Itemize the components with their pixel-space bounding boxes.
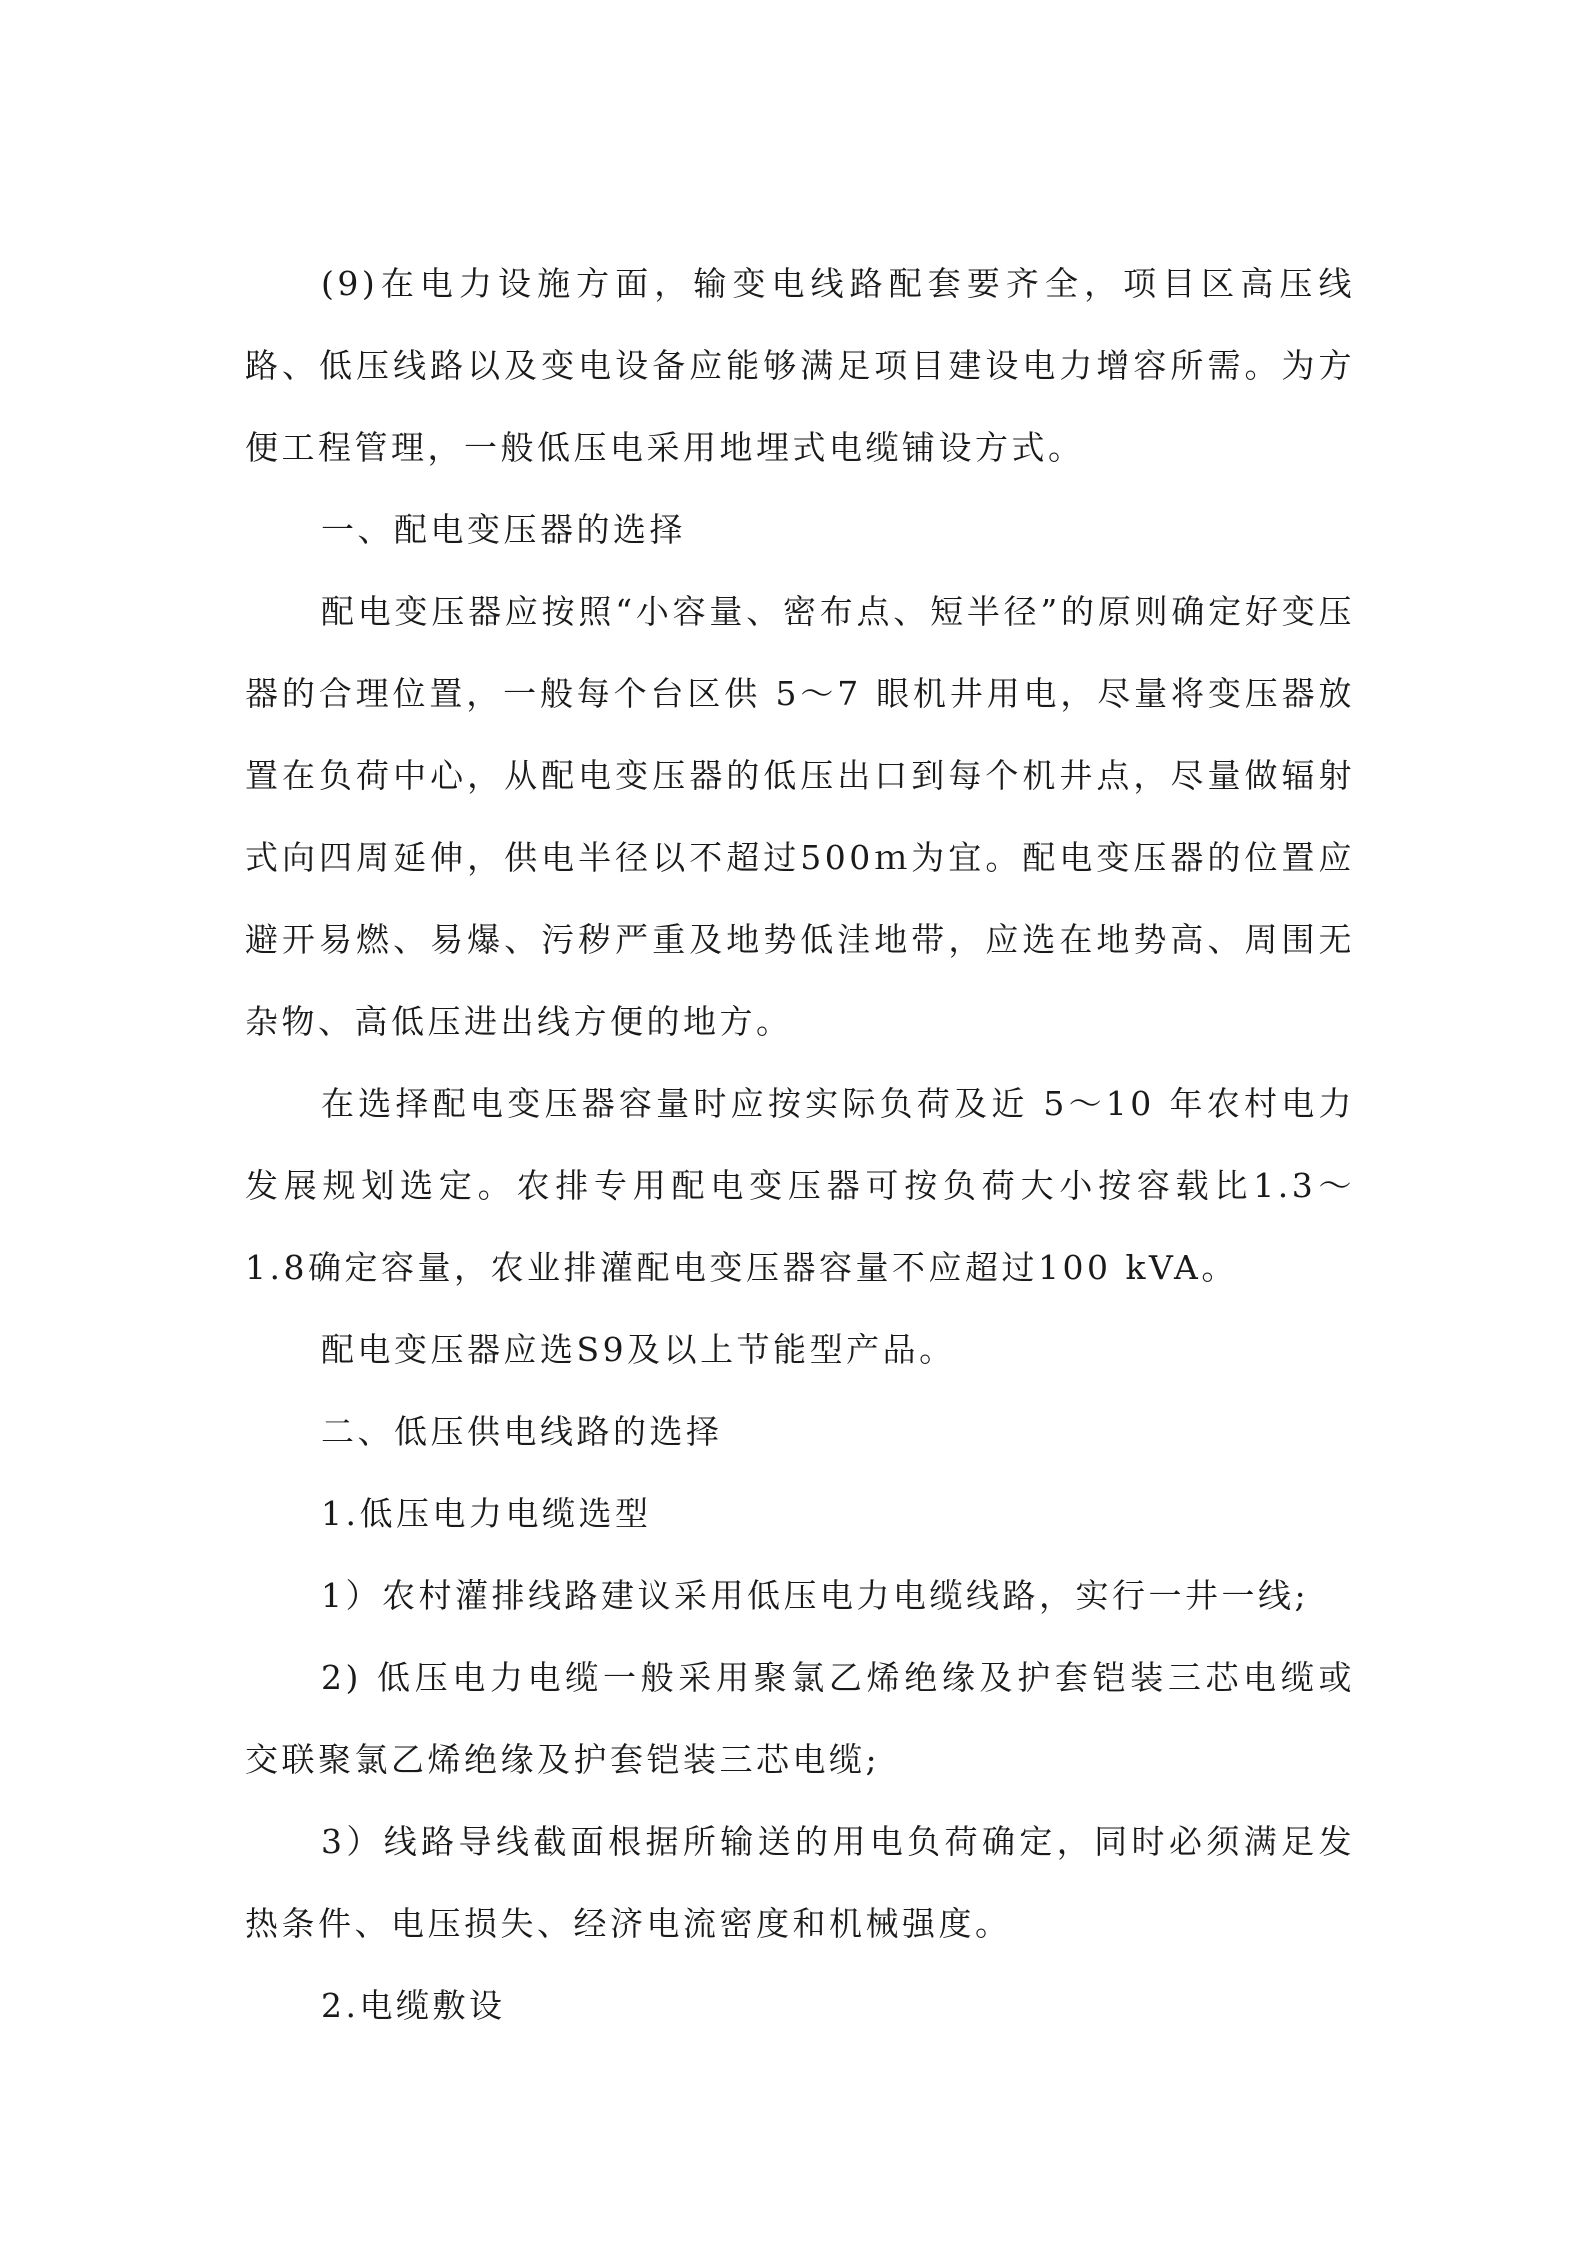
list-item-3: 3）线路导线截面根据所输送的用电负荷确定，同时必须满足发热条件、电压损失、经济电流密度和机械强度。 <box>245 1822 1355 1943</box>
paragraph-power-facilities: (9)在电力设施方面，输变电线路配套要齐全，项目区高压线路、低压线路以及变电设备应能够满足项目建设电力增容所需。为方便工程管理，一般低压电采用地埋式电缆铺设方式。 <box>245 264 1355 467</box>
heading-low-voltage-lines: 二、低压供电线路的选择 <box>321 1412 723 1451</box>
list-item-2: 2) 低压电力电缆一般采用聚氯乙烯绝缘及护套铠装三芯电缆或交联聚氯乙烯绝缘及护套铠装三芯电缆; <box>245 1658 1355 1779</box>
heading-transformer-selection: 一、配电变压器的选择 <box>321 510 686 549</box>
paragraph-transformer-capacity: 在选择配电变压器容量时应按实际负荷及近 5～10 年农村电力发展规划选定。农排专用配电变压器可按负荷大小按容载比1.3～1.8确定容量，农业排灌配电变压器容量不应超过100 kVA。 <box>245 1084 1355 1287</box>
list-item-1: 1）农村灌排线路建议采用低压电力电缆线路，实行一井一线; <box>321 1576 1310 1615</box>
paragraph-transformer-product: 配电变压器应选S9及以上节能型产品。 <box>321 1330 956 1369</box>
paragraph-transformer-location: 配电变压器应按照“小容量、密布点、短半径”的原则确定好变压器的合理位置，一般每个台区供 5～7 眼机井用电，尽量将变压器放置在负荷中心，从配电变压器的低压出口到每个机井点，尽量做辐射式向四周延伸，供电半径以不超过500ｍ为宜。配电变压器的位置应避开易燃、易爆、污秽严重及地势低洼地带，应选在地势高、周围无杂物、高低压进出线方便的地方。 <box>245 592 1355 1041</box>
heading-cable-laying: 2.电缆敷设 <box>321 1986 506 2025</box>
heading-cable-selection: 1.低压电力电缆选型 <box>321 1494 652 1533</box>
document-page <box>245 243 1355 2047</box>
